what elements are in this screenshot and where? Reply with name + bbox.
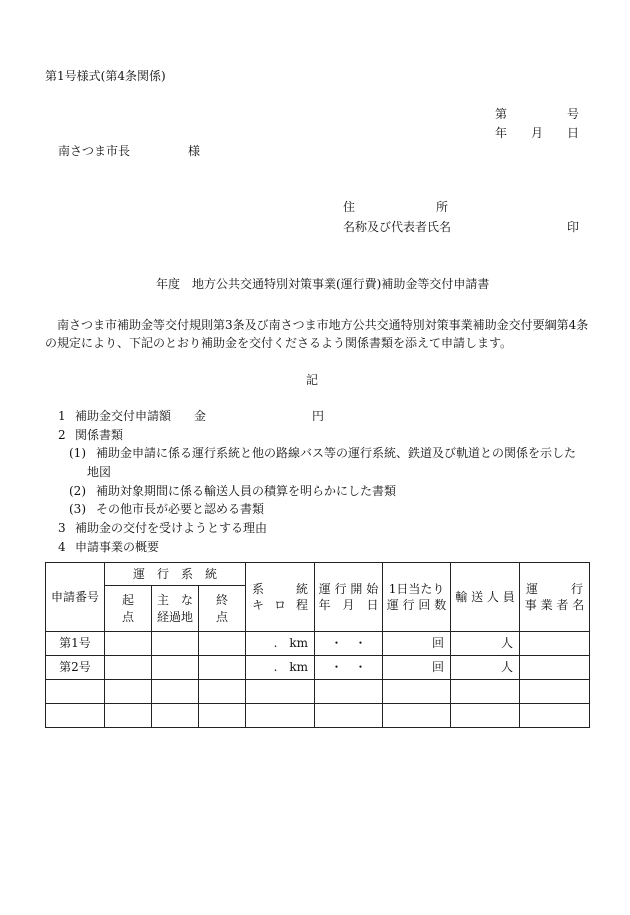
applicant-address-label-1: 住 [343,200,356,214]
cell-people: 人 [451,656,520,680]
header-unko-keito: 運 行 系 統 [105,563,246,586]
form-label: 第1号様式(第4条関係) [45,69,166,83]
header-keiyuchi: 主 な 経過地 [152,586,199,632]
item-3-number: 3 [58,521,66,535]
cell-start-date [315,704,383,728]
header-daily-2: 運 行 回 数 [386,598,447,612]
cell-people [451,704,520,728]
cell-start-date: ・ ・ [315,632,383,656]
cell-no [46,680,105,704]
cell-people: 人 [451,632,520,656]
document-title: 年度 地方公共交通特別対策事業(運行費)補助金等交付申請書 [156,277,490,291]
header-shinsei-bango: 申請番号 [46,563,105,632]
cell-shuten [199,680,246,704]
header-operator-2: 行 [571,581,584,596]
header-kiro-1: キ [252,598,265,612]
header-kiten: 起 点 [105,586,152,632]
table-header-row [46,563,590,586]
header-shuten: 終 点 [199,586,246,632]
date-month: 月 [531,126,544,140]
body-line-1: 南さつま市補助金等交付規則第3条及び南さつま市地方公共交通特別対策事業補助金交付要綱第4条 [57,318,589,332]
addressee-mayor: 南さつま市長 [58,144,131,158]
seal-mark: 印 [567,220,580,234]
cell-operator [520,632,590,656]
body-line-2: の規定により、下記のとおり補助金を交付くださるよう関係書類を添えて申請します。 [45,336,513,350]
applicant-name-label: 名称及び代表者氏名 [343,220,452,234]
header-daily-runs [383,563,451,632]
header-unko-kaishi [315,563,383,632]
table-row [46,656,590,680]
cell-times: 回 [383,656,451,680]
date-day: 日 [567,126,580,140]
cell-km: . km [246,632,315,656]
cell-keiyuchi [152,680,199,704]
cell-operator [520,704,590,728]
applicant-address-label-2: 所 [436,200,449,214]
item-1-number: 1 [58,409,66,423]
header-kiro-3: 程 [296,598,309,612]
cell-no [46,704,105,728]
cell-keiyuchi [152,632,199,656]
doc-number-dai: 第 [495,107,508,121]
cell-operator [520,680,590,704]
date-year: 年 [495,126,508,140]
addressee-sama: 様 [188,144,201,158]
header-keito-kiro [246,563,315,632]
table-row [46,632,590,656]
cell-keiyuchi [152,656,199,680]
cell-times [383,680,451,704]
item-1-yen: 円 [312,409,325,423]
header-start-1: 運 行 開 始 [318,581,379,596]
cell-kiten [105,656,152,680]
ki-heading: 記 [306,373,319,387]
cell-km [246,680,315,704]
table-row [46,680,590,704]
sub-item-2-text: 補助対象期間に係る輸送人員の積算を明らかにした書類 [96,484,397,498]
cell-start-date [315,680,383,704]
cell-no: 第1号 [46,632,105,656]
cell-kiten [105,632,152,656]
cell-operator [520,656,590,680]
sub-item-2-number: (2) [69,484,86,498]
cell-times: 回 [383,632,451,656]
cell-no: 第2号 [46,656,105,680]
header-daily-1: 1日当たり [388,581,445,596]
cell-shuten [199,656,246,680]
cell-km: . km [246,656,315,680]
sub-item-1-line-2: 地図 [87,465,112,479]
cell-km [246,704,315,728]
item-1-label: 補助金交付申請額 [75,409,172,423]
header-operator-3: 事 業 者 名 [524,598,585,612]
table-row [46,704,590,728]
header-keito-2: 統 [296,581,309,596]
cell-start-date: ・ ・ [315,656,383,680]
cell-kiten [105,680,152,704]
item-2-number: 2 [58,428,66,442]
cell-people [451,680,520,704]
sub-item-3-text: その他市長が必要と認める書類 [96,502,265,516]
cell-shuten [199,704,246,728]
item-4-number: 4 [58,540,66,554]
doc-number-go: 号 [567,107,580,121]
cell-keiyuchi [152,704,199,728]
sub-item-1-line-1: 補助金申請に係る運行系統と他の路線バス等の運行系統、鉄道及び軌道との関係を示した [96,446,577,460]
header-operator-1: 運 [526,581,539,596]
item-4-label: 申請事業の概要 [75,540,160,554]
header-yuso-jinin: 輸 送 人 員 [451,563,520,632]
item-2-label: 関係書類 [75,428,124,442]
item-3-label: 補助金の交付を受けようとする理由 [75,521,268,535]
sub-item-3-number: (3) [69,502,86,516]
cell-shuten [199,632,246,656]
cell-kiten [105,704,152,728]
header-start-2: 年 月 日 [318,598,379,612]
header-operator [520,563,590,632]
application-summary-table [45,562,590,728]
header-kiro-2: ロ [274,598,287,612]
sub-item-1-number: (1) [69,446,86,460]
cell-times [383,704,451,728]
item-1-kin: 金 [194,409,207,423]
header-keito-1: 系 [252,581,265,596]
